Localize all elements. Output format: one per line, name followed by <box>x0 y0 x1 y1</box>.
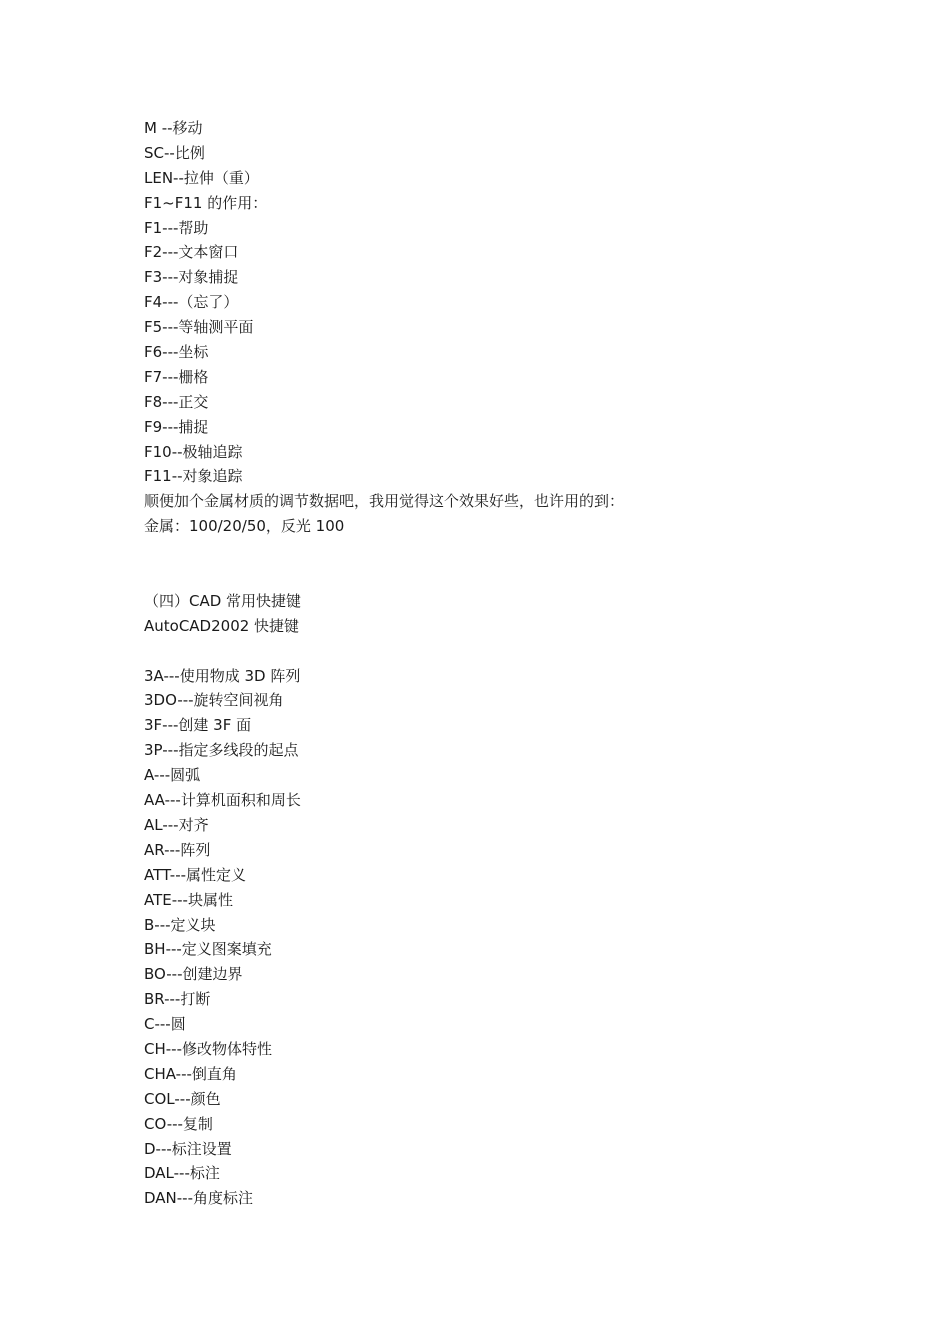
text-line: 金属：100/20/50，反光 100 <box>144 517 345 536</box>
shortcut-line: COL---颜色 <box>144 1089 221 1108</box>
shortcut-line: BR---打断 <box>144 990 211 1009</box>
text-line: 顺便加个金属材质的调节数据吧，我用觉得这个效果好些，也许用的到： <box>144 492 625 511</box>
section-subheading: AutoCAD2002 快捷键 <box>144 616 300 635</box>
shortcut-line: 3P---指定多线段的起点 <box>144 741 299 760</box>
blank-line <box>144 539 844 564</box>
blank-line <box>144 564 844 589</box>
shortcut-line: AA---计算机面积和周长 <box>144 791 301 810</box>
shortcut-line: D---标注设置 <box>144 1139 232 1158</box>
shortcut-line: DAL---标注 <box>144 1164 220 1183</box>
blank-line <box>144 639 844 664</box>
text-line: F2---文本窗口 <box>144 243 239 262</box>
shortcut-line: ATT---属性定义 <box>144 865 247 884</box>
text-line: M --移动 <box>144 119 203 137</box>
shortcut-line: AL---对齐 <box>144 815 209 834</box>
text-line: F11--对象追踪 <box>144 467 243 486</box>
shortcut-line: CHA---倒直角 <box>144 1064 237 1083</box>
shortcut-line: 3DO---旋转空间视角 <box>144 691 284 710</box>
text-line: F3---对象捕捉 <box>144 268 239 287</box>
text-line: F1---帮助 <box>144 218 209 237</box>
text-line: F7---栅格 <box>144 367 209 386</box>
shortcut-line: AR---阵列 <box>144 840 211 859</box>
shortcut-line: 3A---使用物成 3D 阵列 <box>144 666 301 685</box>
shortcut-line: CO---复制 <box>144 1114 213 1133</box>
shortcut-line: B---定义块 <box>144 915 216 934</box>
text-line: F5---等轴测平面 <box>144 318 254 337</box>
shortcut-line: CH---修改物体特性 <box>144 1039 272 1058</box>
text-line: F4---（忘了） <box>144 293 239 312</box>
shortcut-line: BO---创建边界 <box>144 965 243 984</box>
shortcut-line: 3F---创建 3F 面 <box>144 716 252 735</box>
text-line: F9---捕捉 <box>144 417 209 436</box>
shortcut-line: A---圆弧 <box>144 766 201 785</box>
text-line: F1~F11 的作用： <box>144 193 268 212</box>
shortcut-line: C---圆 <box>144 1015 186 1034</box>
section-heading: （四）CAD 常用快捷键 <box>144 591 302 610</box>
document-body <box>144 116 844 1211</box>
text-line: SC--比例 <box>144 143 205 162</box>
text-line: LEN--拉伸（重） <box>144 168 259 187</box>
shortcut-line: BH---定义图案填充 <box>144 940 272 959</box>
text-line: F10--极轴追踪 <box>144 442 243 461</box>
shortcut-line: ATE---块属性 <box>144 890 233 909</box>
text-line: F8---正交 <box>144 392 209 411</box>
shortcut-line: DAN---角度标注 <box>144 1189 254 1208</box>
text-line: F6---坐标 <box>144 343 209 362</box>
